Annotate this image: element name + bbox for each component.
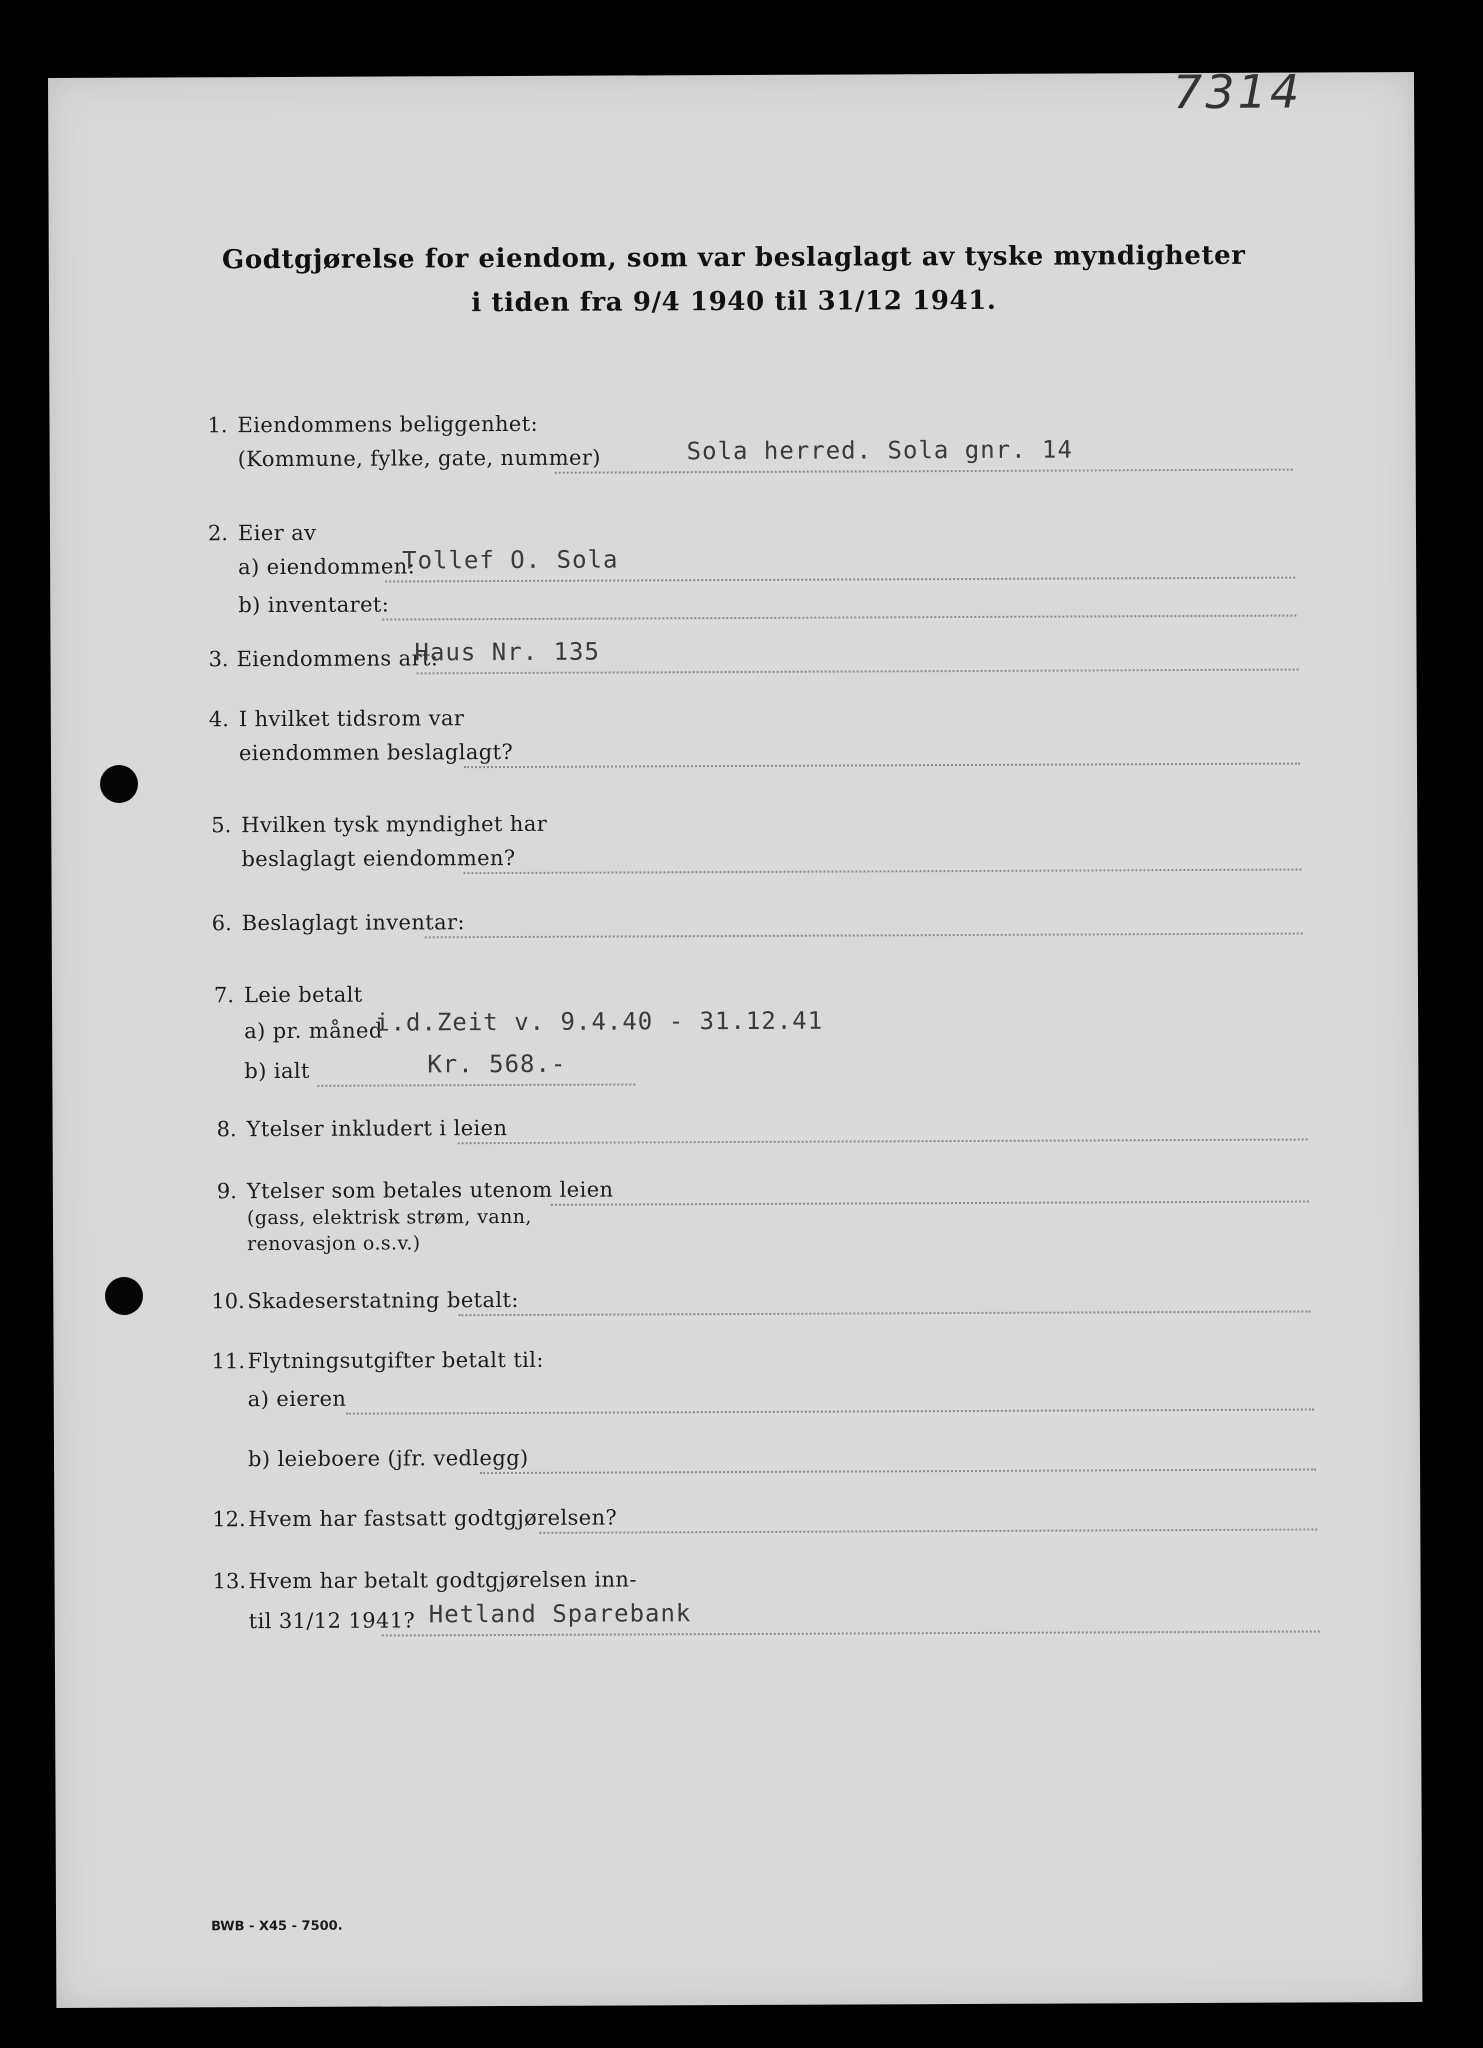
answer-line xyxy=(539,1528,1317,1533)
printer-code: BWB - X45 - 7500. xyxy=(211,1918,343,1935)
punch-hole xyxy=(105,1277,143,1315)
answer-line xyxy=(458,1311,1310,1317)
item-label: Eiendommens art: xyxy=(236,646,439,672)
item-label: Beslaglagt inventar: xyxy=(241,910,465,936)
item-label: Hvem har fastsatt godtgjørelsen? xyxy=(248,1505,618,1532)
item-label: Flytningsutgifter betalt til: xyxy=(247,1347,544,1374)
item-label: Hvilken tysk myndighet har xyxy=(241,811,548,838)
item-label: Leie betalt xyxy=(243,982,363,1008)
item-label: Skadeserstatning betalt: xyxy=(247,1287,519,1314)
item-number: 11. xyxy=(211,1349,246,1374)
answer-line xyxy=(464,763,1300,769)
item-sublabel: b) leieboere (jfr. vedlegg) xyxy=(247,1445,529,1472)
answer-line xyxy=(346,1408,1314,1414)
answer-line xyxy=(317,1083,635,1086)
item-label: I hvilket tidsrom var xyxy=(238,706,465,732)
typed-answer: Tollef O. Sola xyxy=(402,545,619,575)
item-sublabel: b) ialt xyxy=(244,1058,310,1084)
answer-line xyxy=(551,1201,1309,1206)
typed-answer: i.d.Zeit v. 9.4.40 - 31.12.41 xyxy=(375,1006,824,1037)
answer-line xyxy=(385,577,1295,583)
answer-line xyxy=(417,669,1299,675)
archive-number: 7314 xyxy=(1172,64,1303,120)
item-label: (Kommune, fylke, gate, nummer) xyxy=(237,445,601,472)
answer-line xyxy=(382,1630,1320,1636)
form-title-line2: i tiden fra 9/4 1940 til 31/12 1941. xyxy=(471,285,997,319)
item-number: 10. xyxy=(211,1289,245,1314)
item-number: 2. xyxy=(207,521,229,546)
item-label: renovasjon o.s.v.) xyxy=(247,1232,421,1256)
item-sublabel: b) inventaret: xyxy=(238,592,390,618)
item-label: Hvem har betalt godtgjørelsen inn- xyxy=(248,1567,637,1594)
item-number: 4. xyxy=(208,707,229,732)
item-number: 3. xyxy=(208,647,229,672)
item-number: 8. xyxy=(216,1117,237,1142)
typed-answer: Haus Nr. 135 xyxy=(414,637,600,667)
typed-answer: Sola herred. Sola gnr. 14 xyxy=(686,435,1073,466)
form-page xyxy=(48,64,1422,2008)
typed-answer: Kr. 568.- xyxy=(427,1049,567,1079)
item-label: eiendommen beslaglagt? xyxy=(238,739,514,766)
item-label: (gass, elektrisk strøm, vann, xyxy=(246,1205,532,1230)
item-label: Eier av xyxy=(237,520,317,546)
answer-line xyxy=(480,1468,1316,1474)
typed-answer: Hetland Sparebank xyxy=(428,1599,692,1629)
item-label: Eiendommens beliggenhet: xyxy=(237,411,539,438)
punch-hole xyxy=(100,765,138,803)
item-number: 7. xyxy=(213,983,235,1008)
answer-line xyxy=(382,615,1296,621)
form-title-line1: Godtgjørelse for eiendom, som var beslaglagt av tyske myndigheter xyxy=(221,240,1246,276)
item-label: til 31/12 1941? xyxy=(248,1608,416,1634)
item-number: 12. xyxy=(212,1507,246,1532)
item-number: 6. xyxy=(211,911,232,936)
answer-line xyxy=(425,933,1303,939)
item-label: beslaglagt eiendommen? xyxy=(241,845,516,872)
item-number: 5. xyxy=(211,813,232,838)
item-number: 13. xyxy=(212,1569,247,1594)
item-sublabel: a) eiendommen: xyxy=(238,554,416,580)
answer-line xyxy=(555,469,1293,474)
item-label: Ytelser inkludert i leien xyxy=(246,1116,508,1142)
item-label: Ytelser som betales utenom leien xyxy=(246,1177,614,1204)
item-number: 9. xyxy=(216,1179,237,1204)
item-sublabel: a) eieren xyxy=(247,1386,347,1412)
item-number: 1. xyxy=(207,413,228,438)
answer-line xyxy=(458,1139,1308,1145)
answer-line xyxy=(463,869,1301,875)
item-sublabel: a) pr. måned xyxy=(244,1018,383,1044)
